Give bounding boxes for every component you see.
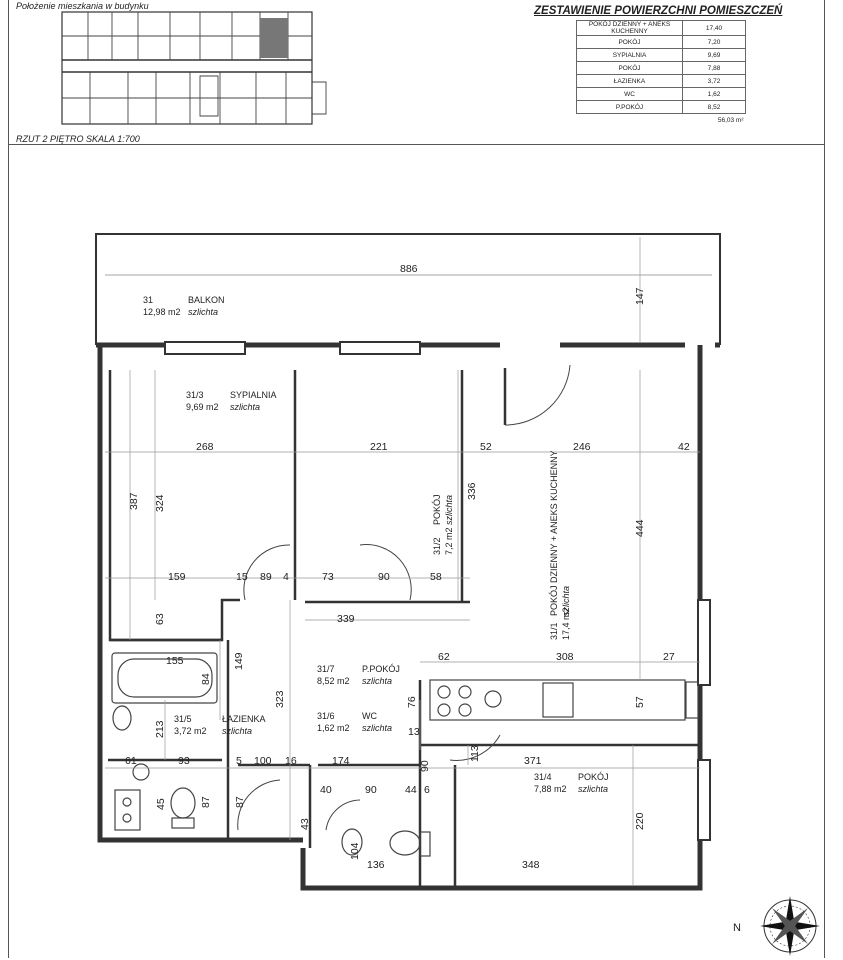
dim-159: 159 (168, 571, 186, 583)
dim-246: 246 (573, 441, 591, 453)
svg-text:31/4: 31/4 (534, 772, 552, 782)
dim-308: 308 (556, 651, 574, 663)
dim-90c: 90 (365, 784, 377, 796)
dim-220: 220 (634, 812, 646, 830)
svg-text:31/7: 31/7 (317, 664, 335, 674)
dim-174: 174 (332, 755, 350, 767)
dim-16: 16 (285, 755, 297, 767)
dim-387: 387 (128, 492, 140, 510)
svg-text:3,72 m2: 3,72 m2 (174, 726, 207, 736)
svg-text:szlichta: szlichta (578, 784, 609, 794)
svg-text:17,4 m2: 17,4 m2 (561, 607, 571, 640)
room-name-cell: SYPIALNIA (577, 49, 683, 62)
svg-text:1,62 m2: 1,62 m2 (317, 723, 350, 733)
svg-text:SYPIALNIA: SYPIALNIA (230, 390, 277, 400)
room-label-pokoj-4 (534, 772, 609, 794)
dim-113: 113 (469, 745, 481, 762)
dim-444: 444 (634, 519, 646, 537)
room-label-ppokoj (317, 664, 400, 686)
dim-336: 336 (466, 482, 478, 500)
dim-84: 84 (200, 673, 212, 685)
compass-rose-icon (760, 896, 820, 956)
svg-text:POKÓJ DZIENNY + ANEKS KUCHENNY: POKÓJ DZIENNY + ANEKS KUCHENNY (549, 450, 559, 616)
room-name-cell: POKÓJ (577, 62, 683, 75)
room-name-cell: POKÓJ DZIENNY + ANEKS KUCHENNY (577, 21, 683, 36)
area-table-title: ZESTAWIENIE POWIERZCHNI POMIESZCZEŃ (534, 5, 783, 17)
dim-73: 73 (322, 571, 334, 583)
svg-text:31/3: 31/3 (186, 390, 204, 400)
dim-62: 62 (438, 651, 450, 663)
dim-149: 149 (233, 652, 245, 670)
dim-136: 136 (367, 859, 385, 871)
room-label-wc (317, 711, 392, 733)
room-label-dzienny (549, 450, 571, 640)
svg-text:P.POKÓJ: P.POKÓJ (362, 664, 400, 674)
dim-87a: 87 (200, 796, 212, 808)
dim-57: 57 (634, 696, 646, 708)
svg-text:31/6: 31/6 (317, 711, 335, 721)
svg-text:12,98 m2: 12,98 m2 (143, 307, 181, 317)
svg-text:szlichta: szlichta (222, 726, 253, 736)
svg-text:WC: WC (362, 711, 377, 721)
dim-27: 27 (663, 651, 675, 663)
dim-324: 324 (154, 494, 166, 512)
location-title: Położenie mieszkania w budynku (16, 1, 149, 11)
svg-text:31/5: 31/5 (174, 714, 192, 724)
dim-213: 213 (154, 720, 166, 738)
dim-58: 58 (430, 571, 442, 583)
dim-90b: 90 (419, 760, 431, 772)
room-name-cell: WC (577, 88, 683, 101)
dim-43: 43 (299, 818, 311, 830)
dim-323: 323 (274, 690, 286, 708)
dim-6: 6 (424, 784, 430, 796)
svg-text:8,52 m2: 8,52 m2 (317, 676, 350, 686)
room-area-cell: 17,40 (683, 21, 746, 36)
svg-text:31/2: 31/2 (432, 537, 442, 555)
dim-339: 339 (337, 613, 355, 625)
dim-63: 63 (154, 613, 166, 625)
dim-104: 104 (349, 842, 361, 860)
room-label-pokoj-2 (432, 494, 454, 555)
room-name-cell: ŁAZIENKA (577, 75, 683, 88)
svg-text:BALKON: BALKON (188, 295, 225, 305)
dim-221: 221 (370, 441, 388, 453)
svg-text:ŁAZIENKA: ŁAZIENKA (222, 714, 266, 724)
svg-text:szlichta: szlichta (362, 723, 393, 733)
dim-87b: 87 (234, 796, 246, 808)
room-area-cell: 9,69 (683, 49, 746, 62)
room-area-cell: 8,52 (683, 101, 746, 114)
dim-5: 5 (236, 755, 242, 767)
room-area-cell: 7,20 (683, 36, 746, 49)
room-area-cell: 1,62 (683, 88, 746, 101)
north-label: N (733, 922, 741, 934)
svg-text:szlichta: szlichta (188, 307, 219, 317)
floor-scale-label: RZUT 2 PIĘTRO SKALA 1:700 (16, 134, 140, 144)
dim-93: 93 (178, 755, 190, 767)
room-name-cell: POKÓJ (577, 36, 683, 49)
room-label-balkon (143, 295, 225, 317)
room-name-cell: P.POKÓJ (577, 101, 683, 114)
dim-44: 44 (405, 784, 417, 796)
svg-text:szlichta: szlichta (230, 402, 261, 412)
dim-89: 89 (260, 571, 272, 583)
dim-76: 76 (406, 696, 418, 708)
dim-147: 147 (634, 287, 646, 305)
dim-371: 371 (524, 755, 542, 767)
dim-348: 348 (522, 859, 540, 871)
dim-90a: 90 (378, 571, 390, 583)
svg-text:szlichta: szlichta (561, 585, 571, 616)
svg-text:POKÓJ: POKÓJ (578, 772, 609, 782)
dim-4: 4 (283, 571, 289, 583)
dim-45: 45 (155, 798, 167, 810)
svg-text:7,88 m2: 7,88 m2 (534, 784, 567, 794)
dim-52: 52 (480, 441, 492, 453)
svg-text:7,2 m2: 7,2 m2 (444, 527, 454, 555)
dim-42: 42 (678, 441, 690, 453)
svg-text:POKÓJ: POKÓJ (432, 494, 442, 525)
dim-40: 40 (320, 784, 332, 796)
svg-text:9,69 m2: 9,69 m2 (186, 402, 219, 412)
room-area-cell: 3,72 (683, 75, 746, 88)
dim-13: 13 (408, 726, 420, 738)
room-area-cell: 7,88 (683, 62, 746, 75)
svg-text:31: 31 (143, 295, 154, 305)
svg-text:31/1: 31/1 (549, 622, 559, 640)
dim-886: 886 (400, 263, 418, 275)
dim-100: 100 (254, 755, 272, 767)
svg-text:szlichta: szlichta (362, 676, 393, 686)
dim-155: 155 (166, 655, 184, 667)
dim-61: 61 (125, 755, 137, 767)
total-area: 56,03 m² (717, 116, 744, 124)
room-label-sypialnia (186, 390, 277, 412)
svg-text:szlichta: szlichta (444, 494, 454, 525)
dim-268: 268 (196, 441, 214, 453)
dim-15: 15 (236, 571, 248, 583)
